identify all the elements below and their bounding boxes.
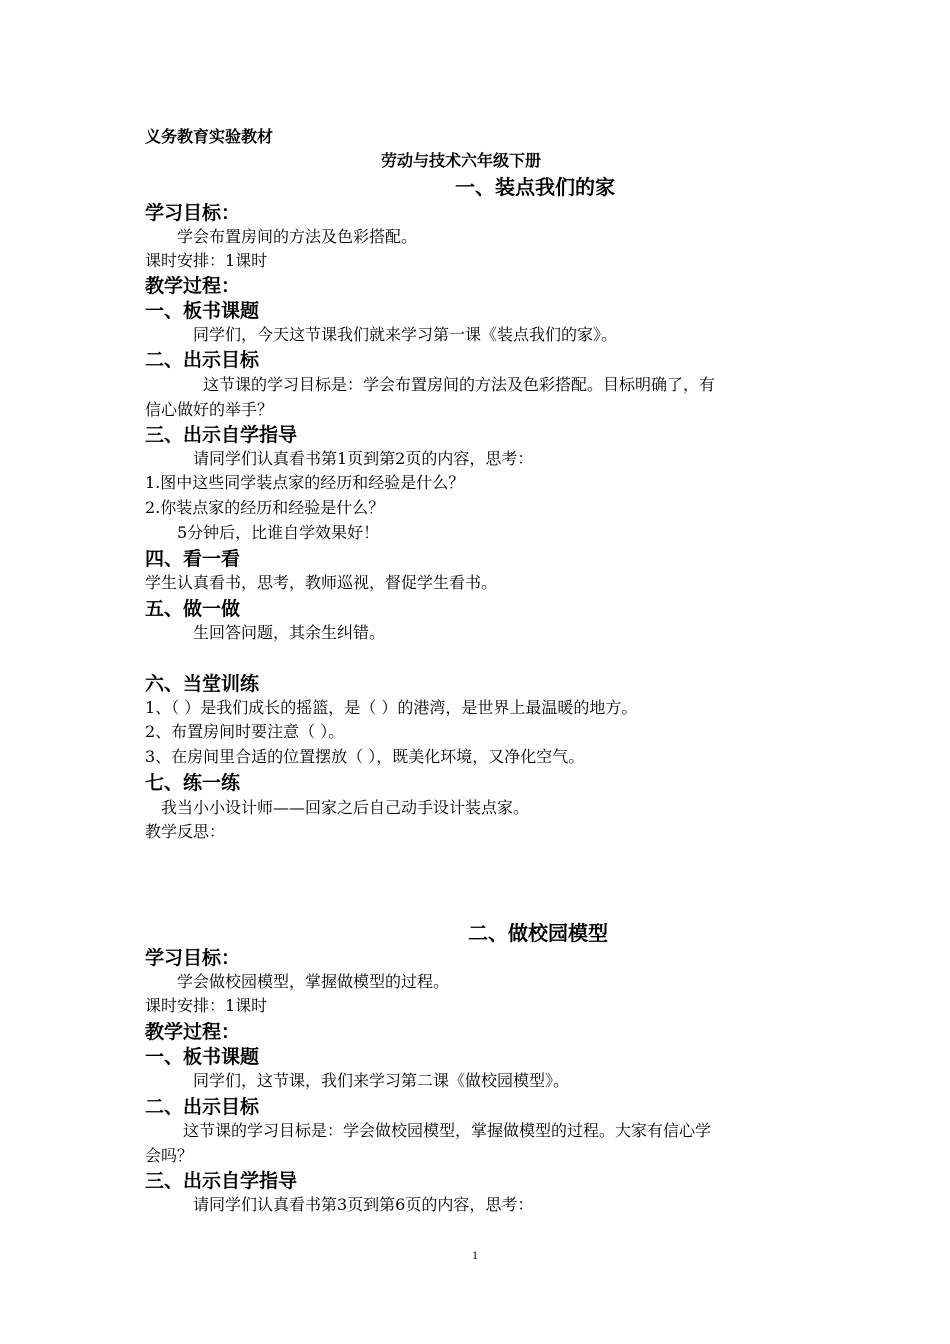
- lesson1-s4-heading: 四、看一看: [145, 548, 241, 570]
- lesson1-s1-text: 同学们，今天这节课我们就来学习第一课《装点我们的家》。: [193, 325, 618, 344]
- lesson2-schedule: 课时安排：1课时: [145, 996, 268, 1015]
- lesson1-reflection: 教学反思：: [145, 822, 226, 841]
- lesson1-s6-q1: 1、（ ）是我们成长的摇篮，是（ ）的港湾，是世界上最温暖的地方。: [145, 698, 638, 717]
- lesson1-s3-q1: 1.图中这些同学装点家的经历和经验是什么？: [145, 473, 465, 492]
- lesson1-s7-text: 我当小小设计师——回家之后自己动手设计装点家。: [161, 798, 530, 817]
- lesson2-s1-text: 同学们，这节课，我们来学习第二课《做校园模型》。: [193, 1071, 570, 1090]
- lesson1-s6-q2: 2、布置房间时要注意（ ）。: [145, 722, 345, 741]
- lesson2-goal-text: 学会做校园模型，掌握做模型的过程。: [177, 972, 450, 991]
- lesson1-goal-text: 学会布置房间的方法及色彩搭配。: [177, 227, 418, 246]
- lesson1-s3-heading: 三、出示自学指导: [145, 424, 298, 446]
- book-heading: 劳动与技术六年级下册: [381, 151, 542, 170]
- lesson2-process-heading: 教学过程：: [145, 1021, 241, 1043]
- lesson1-s6-heading: 六、当堂训练: [145, 673, 260, 695]
- lesson1-s5-heading: 五、做一做: [145, 598, 241, 620]
- lesson2-s2-heading: 二、出示目标: [145, 1096, 260, 1118]
- lesson1-s4-text: 学生认真看书，思考，教师巡视，督促学生看书。: [145, 573, 498, 592]
- lesson2-goal-heading: 学习目标：: [145, 947, 241, 969]
- lesson2-s2-text-b: 会吗？: [145, 1146, 194, 1165]
- lesson2-s3-heading: 三、出示自学指导: [145, 1170, 298, 1192]
- lesson1-s5-text: 生回答问题，其余生纠错。: [193, 623, 386, 642]
- lesson1-s1-heading: 一、板书课题: [145, 300, 260, 322]
- lesson2-s3-text: 请同学们认真看书第3页到第6页的内容，思考：: [193, 1195, 534, 1214]
- lesson1-s2-text-b: 信心做好的举手？: [145, 400, 274, 419]
- lesson1-s3-text: 请同学们认真看书第1页到第2页的内容，思考：: [193, 449, 534, 468]
- lesson2-s1-heading: 一、板书课题: [145, 1046, 260, 1068]
- lesson2-title: 二、做校园模型: [468, 921, 608, 945]
- lesson1-s2-heading: 二、出示目标: [145, 349, 260, 371]
- lesson1-s2-text-a: 这节课的学习目标是：学会布置房间的方法及色彩搭配。目标明确了，有: [203, 375, 716, 394]
- lesson1-s7-heading: 七、练一练: [145, 772, 241, 794]
- lesson1-schedule: 课时安排：1课时: [145, 251, 268, 270]
- lesson1-process-heading: 教学过程：: [145, 275, 241, 297]
- lesson1-s3-q2: 2.你装点家的经历和经验是什么？: [145, 498, 385, 517]
- lesson1-title: 一、装点我们的家: [455, 175, 615, 199]
- series-heading: 义务教育实验教材: [145, 127, 274, 146]
- lesson1-s6-q3: 3、在房间里合适的位置摆放（ ），既美化环境，又净化空气。: [145, 747, 585, 766]
- lesson1-goal-heading: 学习目标：: [145, 202, 241, 224]
- lesson1-s3-time: 5分钟后，比谁自学效果好！: [177, 523, 380, 542]
- page-number: 1: [472, 1248, 478, 1262]
- lesson2-s2-text-a: 这节课的学习目标是：学会做校园模型，掌握做模型的过程。大家有信心学: [183, 1121, 712, 1140]
